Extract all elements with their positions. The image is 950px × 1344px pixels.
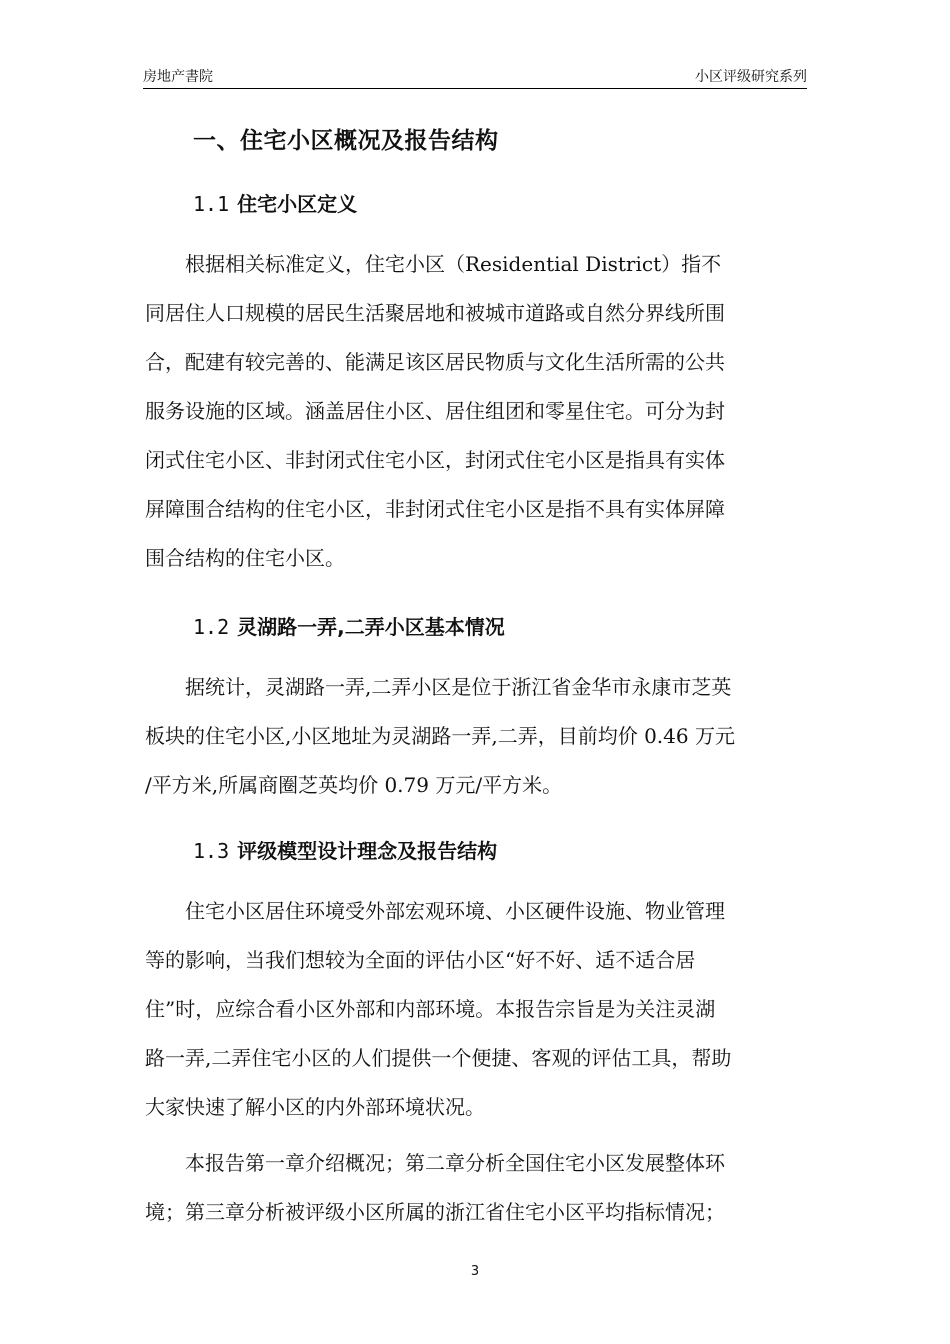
paragraph-basic-info <box>145 663 809 810</box>
paragraph-line: 围合结构的住宅小区。 <box>145 546 345 570</box>
page-number: 3 <box>470 1264 480 1279</box>
paragraph-line: 闭式住宅小区、非封闭式住宅小区，封闭式住宅小区是指具有实体 <box>145 448 725 472</box>
section-heading-1-3 <box>193 835 497 864</box>
paragraph-line: 屏障围合结构的住宅小区，非封闭式住宅小区是指不具有实体屏障 <box>145 497 725 521</box>
paragraph-line: 据统计，灵湖路一弄,二弄小区是位于浙江省金华市永康市芝英 <box>145 675 732 699</box>
paragraph-definition <box>145 240 809 583</box>
paragraph-line: 路一弄,二弄住宅小区的人们提供一个便捷、客观的评估工具，帮助 <box>145 1046 732 1070</box>
paragraph-line: 同居住人口规模的居民生活聚居地和被城市道路或自然分界线所围 <box>145 301 725 325</box>
paragraph-line: 等的影响，当我们想较为全面的评估小区“好不好、适不适合居 <box>145 948 696 972</box>
paragraph-report-structure <box>145 1139 809 1237</box>
section-number: 1.3 <box>193 839 230 863</box>
header-publisher: 房地产書院 <box>143 69 213 85</box>
paragraph-line: 板块的住宅小区,小区地址为灵湖路一弄,二弄，目前均价 0.46 万元 <box>145 724 735 748</box>
paragraph-line: 合，配建有较完善的、能满足该区居民物质与文化生活所需的公共 <box>145 350 725 374</box>
paragraph-line: 服务设施的区域。涵盖居住小区、居住组团和零星住宅。可分为封 <box>145 399 725 423</box>
section-heading-text: 住宅小区定义 <box>237 192 358 216</box>
section-heading-1-1 <box>193 188 357 217</box>
chapter-title: 一、住宅小区概况及报告结构 <box>193 128 499 154</box>
paragraph-model-design <box>145 887 809 1132</box>
section-heading-text: 灵湖路一弄,二弄小区基本情况 <box>237 615 505 639</box>
paragraph-line: 大家快速了解小区的内外部环境状况。 <box>145 1095 485 1119</box>
paragraph-line: 本报告第一章介绍概况；第二章分析全国住宅小区发展整体环 <box>145 1151 725 1175</box>
paragraph-line: 根据相关标准定义，住宅小区（Residential District）指不 <box>145 252 722 276</box>
section-heading-1-2 <box>193 611 505 640</box>
header-series-title: 小区评级研究系列 <box>695 69 807 85</box>
section-number: 1.2 <box>193 615 230 639</box>
paragraph-line: 住”时，应综合看小区外部和内部环境。本报告宗旨是为关注灵湖 <box>145 997 716 1021</box>
section-number: 1.1 <box>193 192 230 216</box>
paragraph-line: 境；第三章分析被评级小区所属的浙江省住宅小区平均指标情况； <box>145 1200 725 1224</box>
section-heading-text: 评级模型设计理念及报告结构 <box>237 839 498 863</box>
paragraph-line: /平方米,所属商圈芝英均价 0.79 万元/平方米。 <box>145 773 563 797</box>
page-header <box>143 66 807 89</box>
paragraph-line: 住宅小区居住环境受外部宏观环境、小区硬件设施、物业管理 <box>145 899 725 923</box>
